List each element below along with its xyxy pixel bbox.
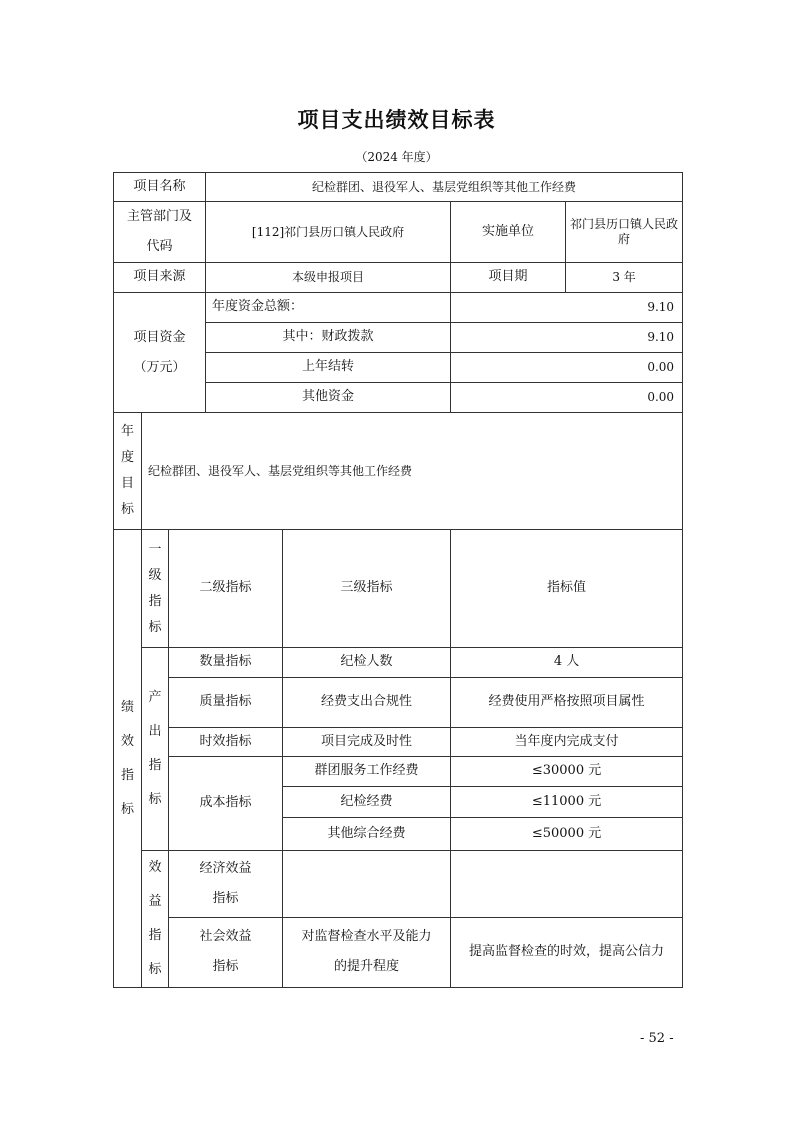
funds-fiscal-label: 其中：财政拨款 [206, 323, 451, 353]
level1-header [142, 530, 169, 648]
page-title: 项目支出绩效目标表 [297, 108, 496, 132]
row-social-benefit [114, 917, 683, 987]
cost-label: 成本指标 [169, 757, 283, 851]
quality-value: 经费使用严格按照项目属性 [451, 678, 683, 728]
cost-item: 群团服务工作经费 [283, 757, 451, 787]
funds-total-value: 9.10 [451, 293, 683, 323]
level1-header-char: 级 [148, 567, 162, 583]
level1-header-char: 一 [148, 541, 162, 557]
project-period-label: 项目期 [451, 263, 566, 293]
funds-fiscal-value: 9.10 [451, 323, 683, 353]
cost-item: 其他综合经费 [283, 818, 451, 851]
economic-benefit-label [169, 851, 283, 918]
social-benefit-item [283, 917, 451, 987]
funds-carryover-value: 0.00 [451, 353, 683, 383]
funds-total-label: 年度资金总额： [206, 293, 451, 323]
social-benefit-item-line2: 的提升程度 [334, 959, 400, 975]
funds-label-line1: 项目资金 [133, 329, 186, 345]
timeliness-label: 时效指标 [169, 728, 283, 757]
page-number: - 52 - [640, 1031, 674, 1046]
project-source-value: 本级申报项目 [206, 263, 451, 293]
row-annual-goal [114, 413, 683, 530]
performance-indicator-char: 指 [120, 767, 134, 783]
quantity-item: 纪检人数 [283, 648, 451, 678]
social-benefit-label [169, 917, 283, 987]
level1-header-char: 指 [148, 593, 162, 609]
economic-benefit-value [451, 851, 683, 918]
row-project-name [114, 173, 683, 202]
project-name-value: 纪检群团、退役军人、基层党组织等其他工作经费 [206, 173, 683, 202]
department-label [114, 202, 206, 263]
social-benefit-label-line2: 指标 [212, 959, 239, 975]
level3-header: 三级指标 [283, 530, 451, 648]
annual-goal-char: 标 [120, 502, 134, 517]
quality-item: 经费支出合规性 [283, 678, 451, 728]
level1-header-char: 标 [148, 619, 162, 635]
row-indicator-header [114, 530, 683, 648]
row-quantity [114, 648, 683, 678]
implementing-unit-value: 祁门县历口镇人民政府 [566, 202, 683, 263]
benefit-indicator-char: 益 [148, 894, 162, 909]
row-department [114, 202, 683, 263]
implementing-unit-label: 实施单位 [451, 202, 566, 263]
quality-label: 质量指标 [169, 678, 283, 728]
benefit-indicator-char: 指 [148, 928, 162, 943]
row-quality [114, 678, 683, 728]
quantity-value: 4 人 [451, 648, 683, 678]
year-label: （2024 年度） [355, 150, 438, 164]
row-source [114, 263, 683, 293]
annual-goal-value: 纪检群团、退役军人、基层党组织等其他工作经费 [142, 413, 683, 530]
cost-value: ≤30000 元 [451, 757, 683, 787]
row-funds-total [114, 293, 683, 323]
cost-value: ≤50000 元 [451, 818, 683, 851]
economic-benefit-label-line1: 经济效益 [199, 860, 252, 876]
annual-goal-char: 年 [120, 424, 134, 439]
benefit-indicator-label [142, 851, 169, 988]
funds-carryover-label: 上年结转 [206, 353, 451, 383]
funds-label [114, 293, 206, 413]
output-indicator-char: 产 [148, 690, 162, 705]
output-indicator-char: 指 [148, 758, 162, 773]
level2-header: 二级指标 [169, 530, 283, 648]
cost-item: 纪检经费 [283, 787, 451, 818]
output-indicator-label [142, 648, 169, 851]
cost-value: ≤11000 元 [451, 787, 683, 818]
timeliness-item: 项目完成及时性 [283, 728, 451, 757]
row-economic-benefit [114, 851, 683, 918]
quantity-label: 数量指标 [169, 648, 283, 678]
department-value: [112]祁门县历口镇人民政府 [206, 202, 451, 263]
project-period-value: 3 年 [566, 263, 683, 293]
indicator-value-header: 指标值 [451, 530, 683, 648]
benefit-indicator-char: 效 [148, 860, 162, 875]
funds-label-line2: （万元） [133, 359, 186, 375]
social-benefit-value: 提高监督检查的时效，提高公信力 [451, 917, 683, 987]
funds-other-label: 其他资金 [206, 383, 451, 413]
department-label-line1: 主管部门及 [127, 209, 193, 224]
output-indicator-char: 出 [148, 724, 162, 739]
department-label-line2: 代码 [146, 239, 173, 254]
social-benefit-label-line1: 社会效益 [199, 929, 252, 945]
timeliness-value: 当年度内完成支付 [451, 728, 683, 757]
row-cost-1 [114, 757, 683, 787]
performance-indicator-char: 效 [120, 733, 134, 749]
performance-indicator-char: 标 [120, 801, 134, 817]
performance-indicator-char: 绩 [120, 699, 134, 715]
benefit-indicator-char: 标 [148, 962, 162, 977]
annual-goal-label [114, 413, 142, 530]
output-indicator-char: 标 [148, 792, 162, 807]
economic-benefit-label-line2: 指标 [212, 890, 239, 906]
performance-indicator-label [114, 530, 142, 988]
row-timeliness [114, 728, 683, 757]
project-source-label: 项目来源 [114, 263, 206, 293]
economic-benefit-item [283, 851, 451, 918]
annual-goal-char: 度 [120, 450, 134, 465]
social-benefit-item-line1: 对监督检查水平及能力 [301, 929, 432, 945]
funds-other-value: 0.00 [451, 383, 683, 413]
project-name-label: 项目名称 [114, 173, 206, 202]
annual-goal-char: 目 [120, 476, 134, 491]
performance-target-table [113, 172, 683, 988]
